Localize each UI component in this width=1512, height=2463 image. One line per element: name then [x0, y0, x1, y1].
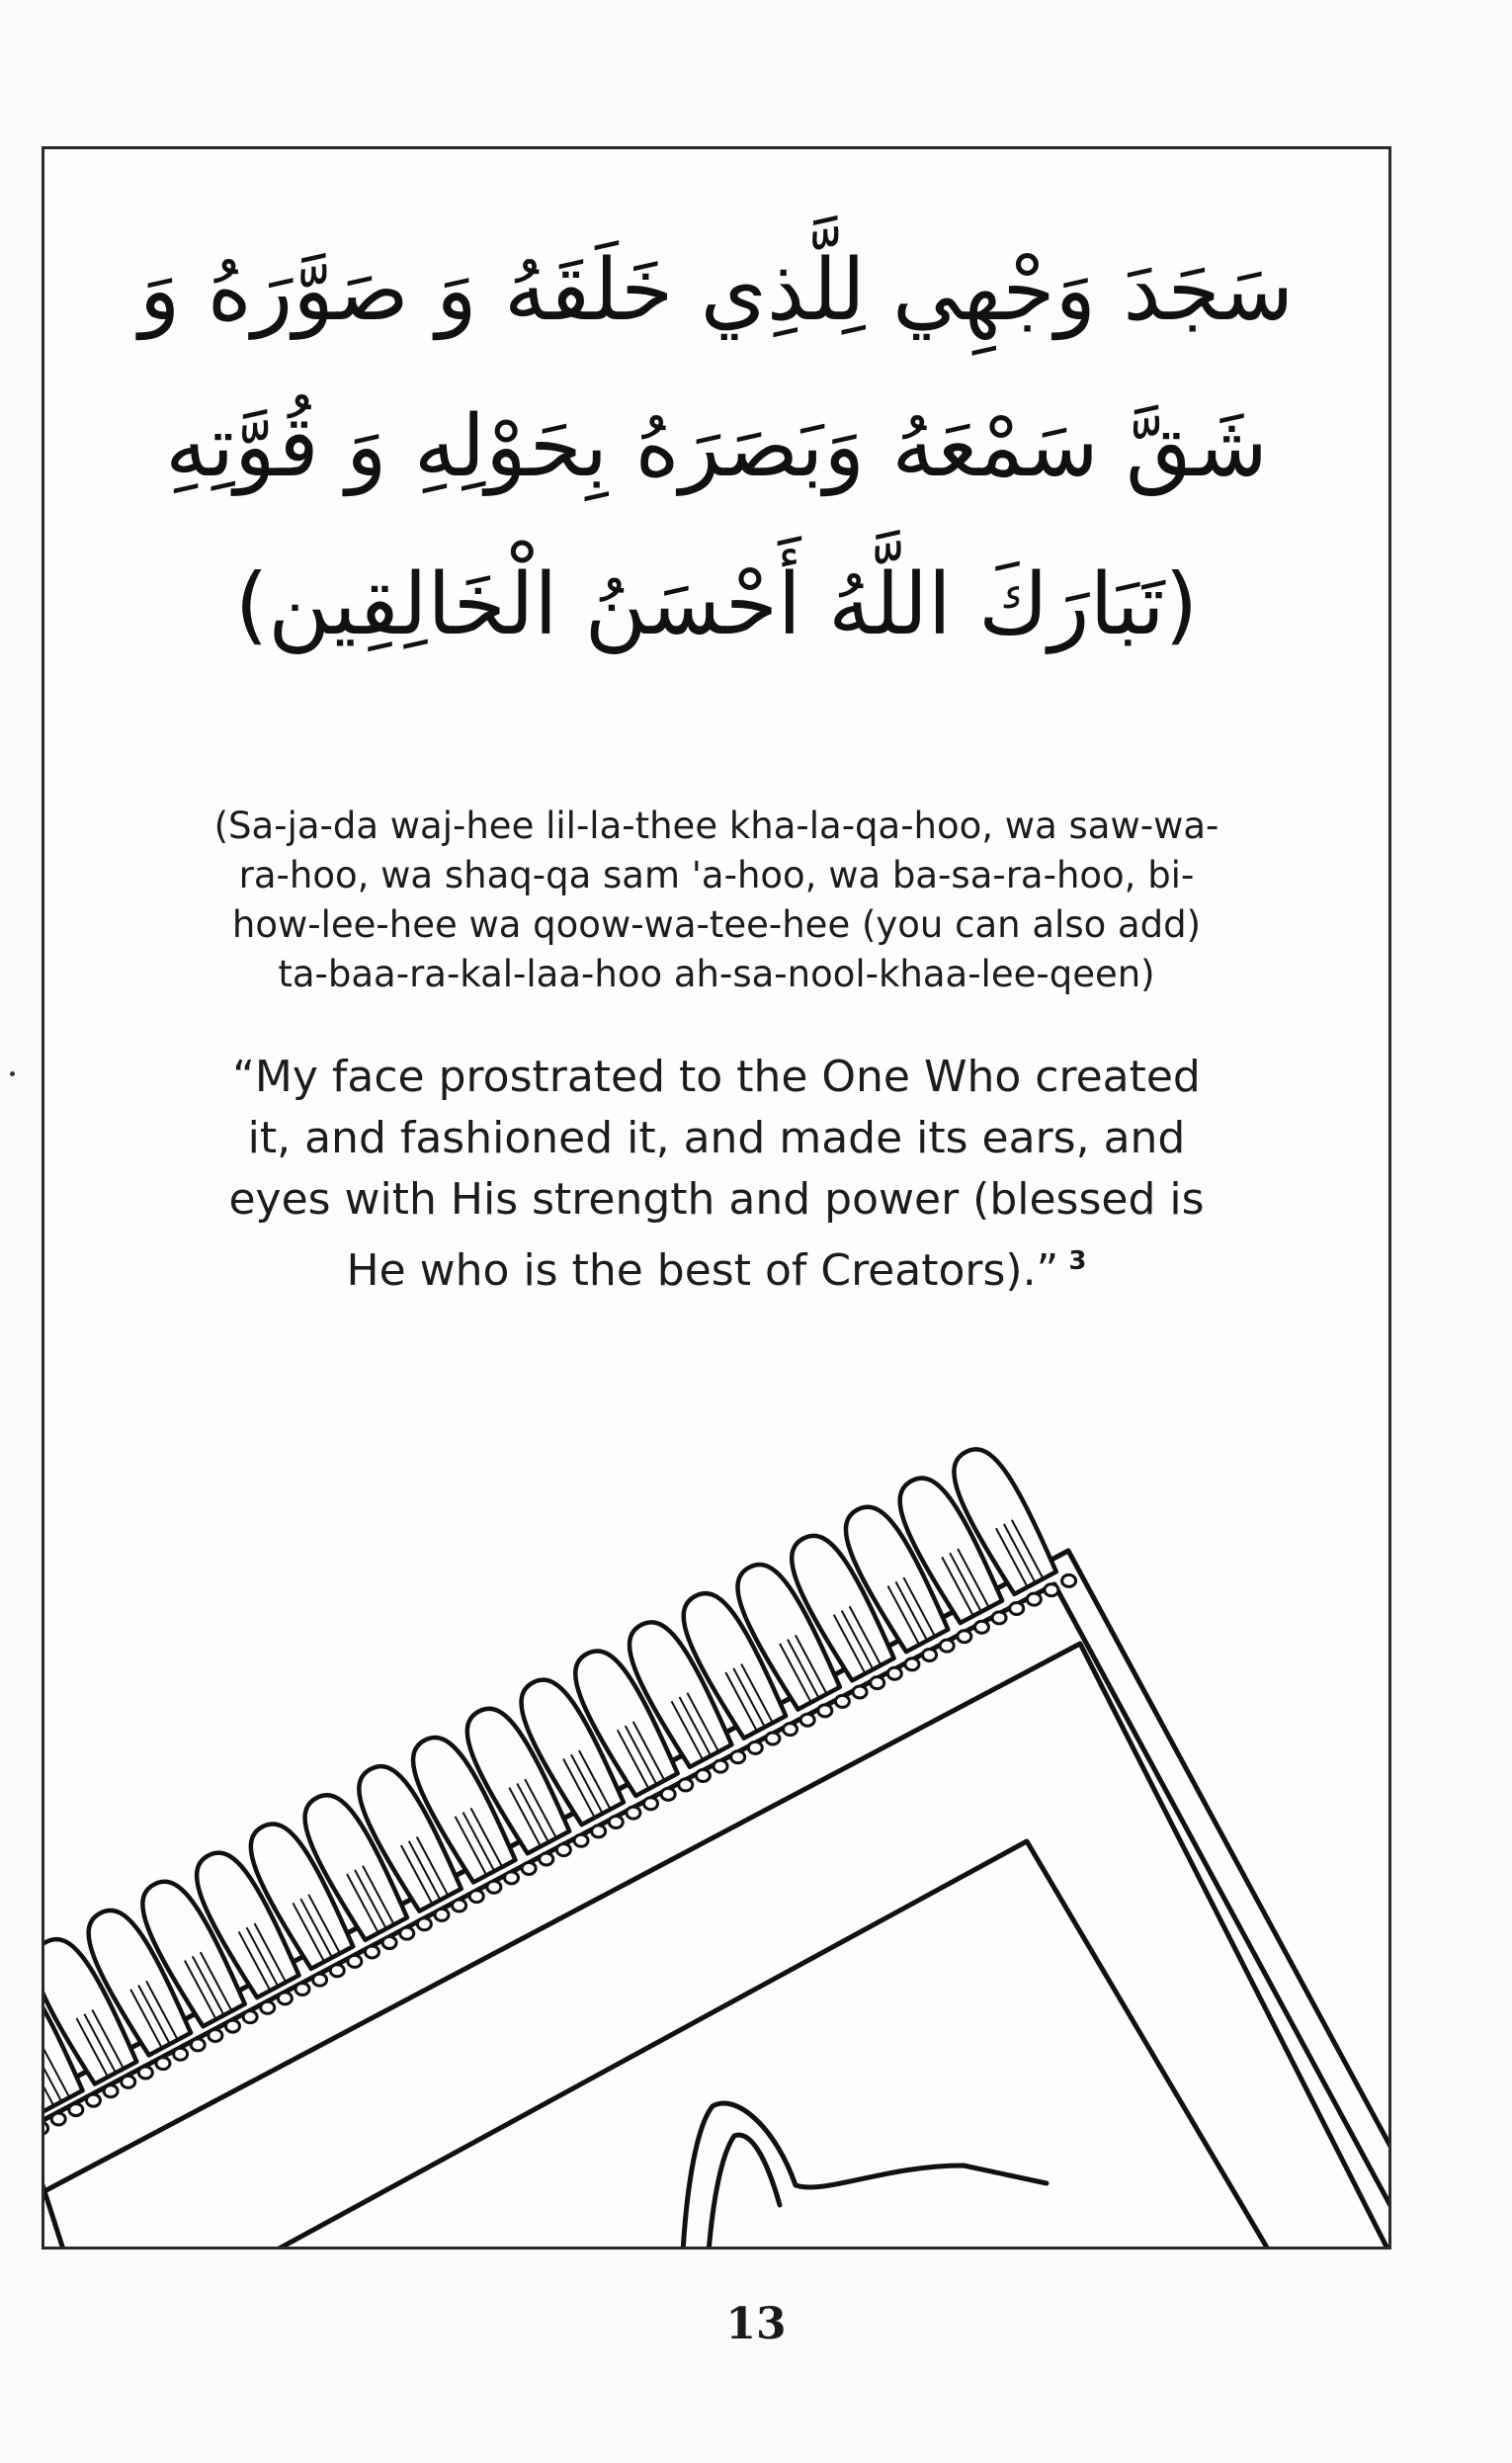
- fringe-bead: [644, 1798, 658, 1810]
- fringe-bead: [853, 1686, 867, 1698]
- fringe-bead: [225, 2020, 239, 2032]
- fringe-bead: [1045, 1584, 1058, 1596]
- fringe-bead: [992, 1612, 1006, 1624]
- fringe-bead: [487, 1881, 501, 1893]
- fringe-bead: [313, 1974, 327, 1986]
- fringe-bead: [348, 1955, 362, 1967]
- arabic-dua-line-2: شَقَّ سَمْعَهُ وَبَصَرَهُ بِحَوْلِهِ وَ قُوَّتِهِ: [165, 397, 1268, 496]
- fringe-bead: [574, 1834, 588, 1846]
- fringe-bead: [104, 2085, 118, 2097]
- fringe-bead: [1027, 1593, 1041, 1605]
- fringe-bead: [261, 2001, 275, 2013]
- fringe-bead: [505, 1872, 519, 1884]
- fringe-bead: [748, 1741, 762, 1753]
- fringe-bead: [209, 2029, 222, 2041]
- rug-bead-row: [44, 1574, 1076, 2134]
- fringe-bead: [51, 2113, 65, 2125]
- fringe-bead: [191, 2039, 205, 2051]
- fringe-bead: [731, 1751, 745, 1763]
- transliteration-line: ra-hoo, wa shaq-qa sam 'a-hoo, wa ba-sa-ra-hoo, bi-: [238, 854, 1195, 896]
- translation-line: “My face prostrated to the One Who created: [232, 1052, 1201, 1102]
- fringe-bead: [923, 1649, 937, 1660]
- fringe-bead: [330, 1965, 344, 1977]
- fringe-bead: [905, 1658, 919, 1670]
- fringe-bead: [696, 1770, 710, 1782]
- fringe-bead: [609, 1816, 623, 1827]
- arabic-dua-line-1: سَجَدَ وَجْهِي لِلَّذِي خَلَقَهُ وَ صَوَّرَهُ وَ: [138, 241, 1295, 340]
- page-number: 13: [725, 2299, 787, 2349]
- fringe-bead: [800, 1714, 814, 1726]
- rug-fringe: [44, 1449, 1056, 2112]
- translation-line: He who is the best of Creators).”: [346, 1245, 1059, 1296]
- fringe-bead: [766, 1733, 780, 1744]
- fringe-bead: [540, 1853, 553, 1865]
- fringe-bead: [435, 1909, 449, 1920]
- fringe-bead: [714, 1760, 727, 1772]
- fringe-bead: [627, 1807, 640, 1819]
- fringe-bead: [243, 2011, 257, 2023]
- fringe-bead: [400, 1927, 414, 1939]
- fringe-bead: [679, 1779, 693, 1791]
- fringe-bead: [122, 2076, 135, 2087]
- fringe-bead: [887, 1667, 901, 1679]
- fringe-bead: [871, 1677, 884, 1689]
- fringe-bead: [453, 1900, 466, 1911]
- fringe-bead: [592, 1826, 606, 1837]
- fringe-bead: [958, 1631, 971, 1643]
- prayer-rug-illustration: [44, 149, 1391, 2250]
- transliteration-line: (Sa-ja-da waj-hee lil-la-thee kha-la-qa-hoo, wa saw-wa-: [213, 805, 1219, 847]
- fringe-bead: [556, 1844, 570, 1856]
- fringe-bead: [835, 1695, 849, 1707]
- content-frame: [42, 146, 1391, 2250]
- fringe-bead: [86, 2094, 100, 2106]
- fringe-bead: [156, 2058, 170, 2070]
- fringe-bead: [365, 1946, 378, 1958]
- fringe-bead: [417, 1918, 431, 1930]
- arabic-dua-line-3: (تَبَارَكَ اللَّهُ أَحْسَنُ الْخَالِقِين): [234, 555, 1199, 654]
- footnote-marker: 3: [1068, 1246, 1087, 1276]
- fringe-bead: [138, 2067, 152, 2079]
- fringe-bead: [1062, 1574, 1076, 1586]
- fringe-bead: [974, 1621, 988, 1633]
- fringe-bead: [1010, 1603, 1024, 1615]
- translation-line: it, and fashioned it, and made its ears, and: [247, 1113, 1186, 1163]
- transliteration-line: how-lee-hee wa qoow-wa-tee-hee (you can also add): [231, 903, 1202, 946]
- fringe-bead: [784, 1724, 798, 1736]
- fringe-bead: [661, 1788, 675, 1800]
- fringe-bead: [174, 2048, 188, 2060]
- fringe-bead: [44, 2122, 48, 2134]
- fringe-bead: [382, 1937, 396, 1949]
- translation-line: eyes with His strength and power (blessed is: [228, 1174, 1205, 1225]
- fringe-bead: [278, 1993, 292, 2004]
- fringe-bead: [295, 1984, 309, 1996]
- fringe-bead: [69, 2104, 83, 2116]
- fringe-bead: [818, 1705, 832, 1717]
- fringe-bead: [522, 1862, 536, 1874]
- fringe-bead: [469, 1891, 483, 1903]
- fringe-bead: [940, 1640, 954, 1652]
- stray-mark: [10, 1071, 15, 1076]
- transliteration-line: ta-baa-ra-kal-laa-hoo ah-sa-nool-khaa-lee-qeen): [278, 953, 1155, 995]
